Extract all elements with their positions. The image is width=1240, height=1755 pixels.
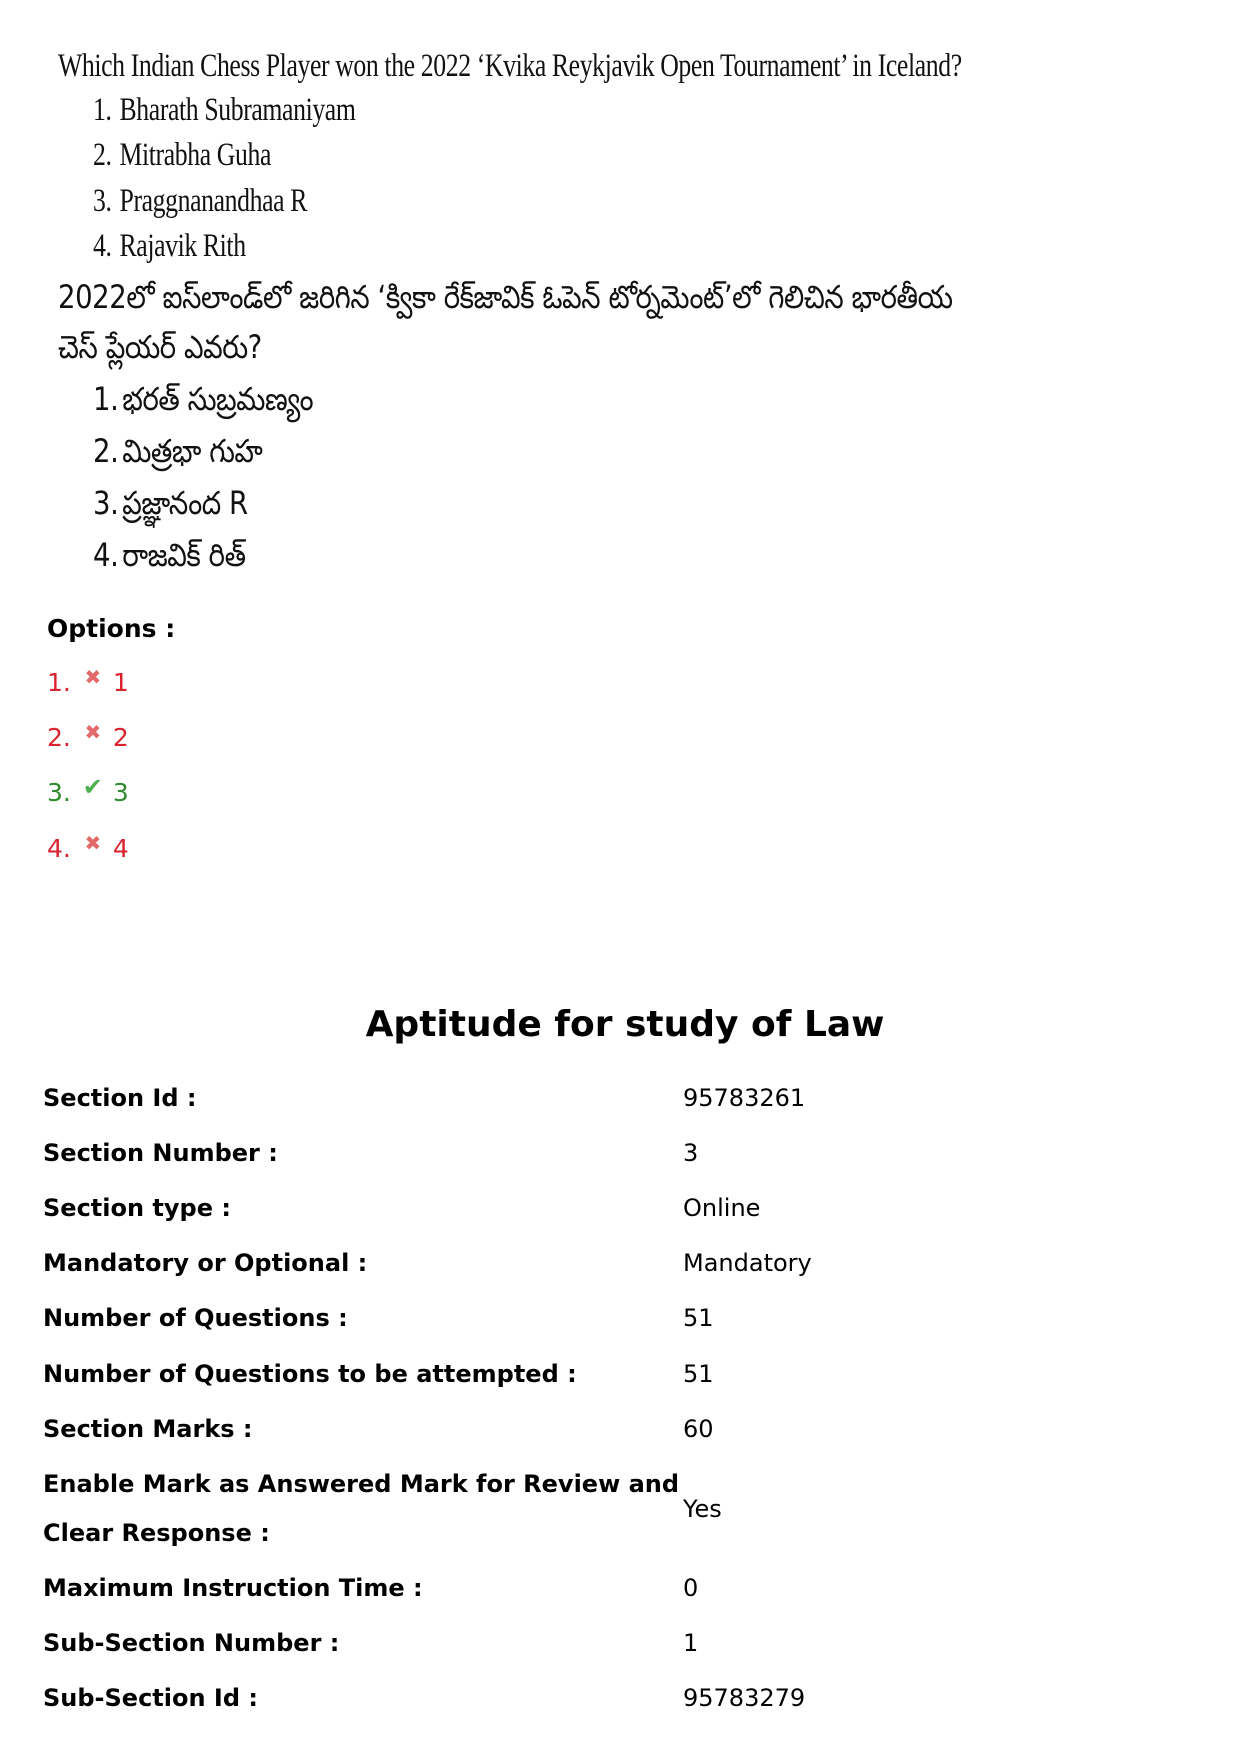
- label-section-id: Section Id :: [43, 1084, 197, 1112]
- value-max-instruction-time: 0: [683, 1574, 699, 1602]
- label-questions-to-attempt: Number of Questions to be attempted :: [43, 1360, 577, 1388]
- cross-icon: ✖: [84, 664, 102, 689]
- value-section-id: 95783261: [683, 1084, 806, 1112]
- telugu-choice-4: 4. రాజవిక్ రిత్: [93, 536, 246, 574]
- value-enable-mark: Yes: [683, 1495, 722, 1523]
- label-number-of-questions: Number of Questions :: [43, 1304, 348, 1332]
- value-questions-to-attempt: 51: [683, 1360, 714, 1388]
- value-sub-section-id: 95783279: [683, 1684, 806, 1712]
- label-enable-mark-line-2: Clear Response :: [43, 1519, 270, 1547]
- option-number: 1.: [47, 668, 71, 697]
- label-enable-mark-line-1: Enable Mark as Answered Mark for Review and: [43, 1470, 680, 1498]
- english-choice-1: 1. Bharath Subramaniyam: [93, 92, 356, 128]
- cross-icon: ✖: [84, 719, 102, 744]
- english-choice-4: 4. Rajavik Rith: [93, 228, 246, 264]
- english-choice-2: 2. Mitrabha Guha: [93, 137, 271, 173]
- label-section-type: Section type :: [43, 1194, 231, 1222]
- label-max-instruction-time: Maximum Instruction Time :: [43, 1574, 423, 1602]
- options-label: Options :: [47, 614, 176, 643]
- value-mandatory-optional: Mandatory: [683, 1249, 812, 1277]
- question-telugu-line-2: చెస్ ప్లేయర్ ఎవరు?: [58, 328, 262, 366]
- option-value: 2: [112, 723, 129, 752]
- question-telugu-line-1: 2022లో ఐస్‌లాండ్‌లో జరిగిన ‘క్వికా రేక్‌జావిక్ ఓపెన్ టోర్నమెంట్’లో గెలిచిన భారతీయ: [58, 278, 953, 316]
- option-value: 3: [112, 778, 129, 807]
- value-section-number: 3: [683, 1139, 699, 1167]
- value-section-marks: 60: [683, 1415, 714, 1443]
- label-sub-section-number: Sub-Section Number :: [43, 1629, 340, 1657]
- section-title: Aptitude for study of Law: [365, 1004, 885, 1045]
- option-3[interactable]: [47, 772, 129, 807]
- option-number: 3.: [47, 778, 71, 807]
- label-section-number: Section Number :: [43, 1139, 278, 1167]
- option-value: 4: [112, 834, 129, 863]
- value-section-type: Online: [683, 1194, 761, 1222]
- option-value: 1: [112, 668, 129, 697]
- telugu-choice-3: 3. ప్రజ్ఞానంద R: [93, 484, 248, 522]
- cross-icon: ✖: [84, 830, 102, 855]
- option-1[interactable]: [47, 664, 129, 697]
- telugu-choice-1: 1. భరత్ సుబ్రమణ్యం: [93, 380, 314, 418]
- option-number: 2.: [47, 723, 71, 752]
- value-sub-section-number: 1: [683, 1629, 699, 1657]
- value-number-of-questions: 51: [683, 1304, 714, 1332]
- telugu-choice-2: 2. మిత్రభా గుహ: [93, 432, 263, 470]
- label-sub-section-id: Sub-Section Id :: [43, 1684, 258, 1712]
- question-english: Which Indian Chess Player won the 2022 ‘Kvika Reykjavik Open Tournament’ in Iceland?: [58, 48, 962, 84]
- option-number: 4.: [47, 834, 71, 863]
- label-mandatory-optional: Mandatory or Optional :: [43, 1249, 368, 1277]
- check-icon: ✔: [82, 772, 103, 801]
- english-choice-3: 3. Praggnanandhaa R: [93, 183, 307, 219]
- label-section-marks: Section Marks :: [43, 1415, 253, 1443]
- option-2[interactable]: [47, 719, 129, 752]
- option-4[interactable]: [47, 830, 129, 863]
